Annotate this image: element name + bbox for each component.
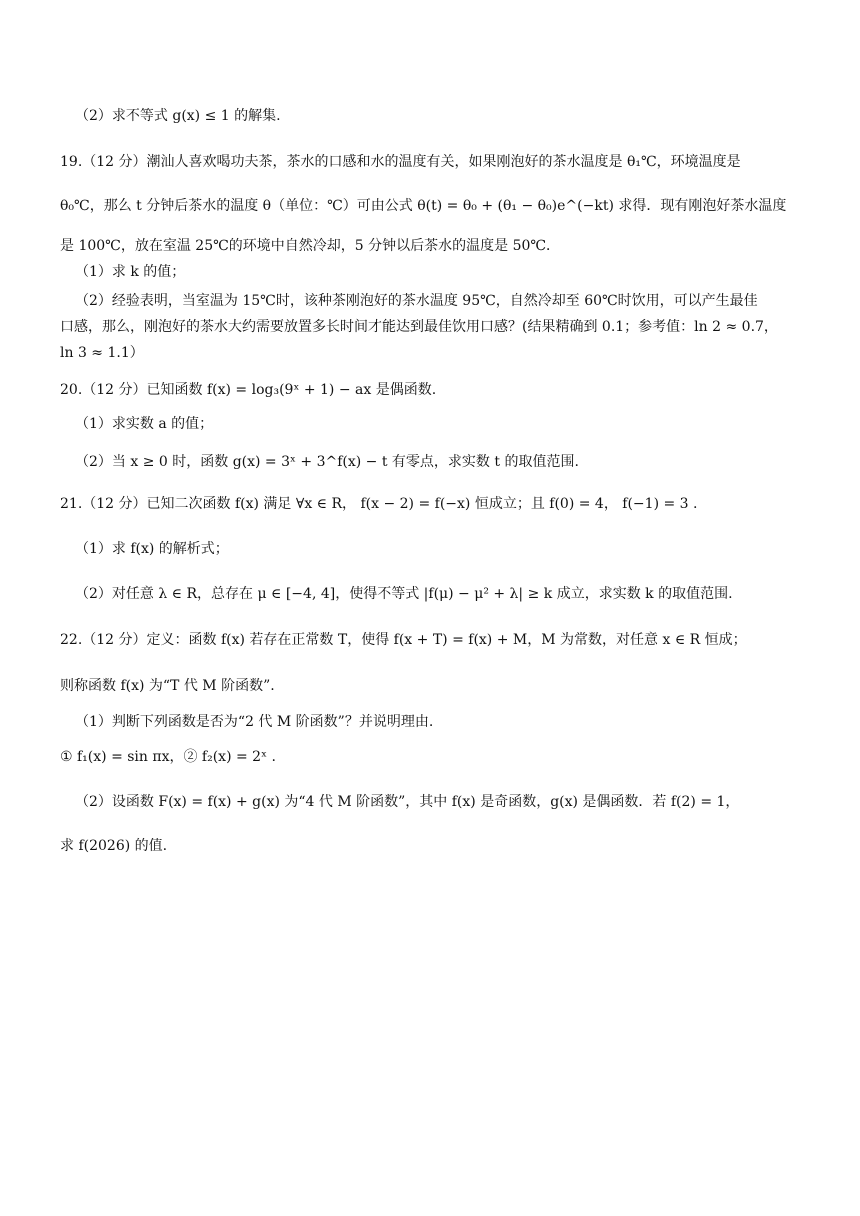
q19-part2-line3: ln 3 ≈ 1.1） <box>60 345 144 361</box>
q18-part2: （2）求不等式 g(x) ≤ 1 的解集. <box>75 108 281 124</box>
q21-part2: （2）对任意 λ ∈ R，总存在 μ ∈ [−4, 4]，使得不等式 |f(μ) − μ² + λ| ≥ k 成立，求实数 k 的取值范围. <box>75 586 733 602</box>
q19-part2-line1: （2）经验表明，当室温为 15℃时，该种茶刚泡好的茶水温度 95℃，自然冷却至 60℃时饮用，可以产生最佳 <box>75 293 758 309</box>
q19-part1: （1）求 k 的值； <box>75 264 186 280</box>
q19-line3: 是 100℃，放在室温 25℃的环境中自然冷却，5 分钟以后茶水的温度是 50℃． <box>60 238 561 254</box>
q19-line1: 19.（12 分）潮汕人喜欢喝功夫茶，茶水的口感和水的温度有关，如果刚泡好的茶水温度是 θ₁℃，环境温度是 <box>60 154 741 170</box>
q20-line1: 20.（12 分）已知函数 f(x) = log₃(9ˣ + 1) − ax 是偶函数. <box>60 382 437 398</box>
q19-line2: θ₀℃，那么 t 分钟后茶水的温度 θ（单位：℃）可由公式 θ(t) = θ₀ + (θ₁ − θ₀)e^(−kt) 求得．现有刚泡好茶水温度 <box>60 198 787 214</box>
q20-part1: （1）求实数 a 的值； <box>75 416 214 432</box>
q22-line1: 22.（12 分）定义：函数 f(x) 若存在正常数 T，使得 f(x + T) = f(x) + M，M 为常数，对任意 x ∈ R 恒成； <box>60 632 747 648</box>
q22-line2: 则称函数 f(x) 为“T 代 M 阶函数”. <box>60 678 275 694</box>
q22-part1: （1）判断下列函数是否为“2 代 M 阶函数”？并说明理由. <box>75 714 434 730</box>
q20-part2: （2）当 x ≥ 0 时，函数 g(x) = 3ˣ + 3^f(x) − t 有零点，求实数 t 的取值范围. <box>75 454 579 470</box>
q22-part2-line1: （2）设函数 F(x) = f(x) + g(x) 为“4 代 M 阶函数”，其中 f(x) 是奇函数，g(x) 是偶函数．若 f(2) = 1， <box>75 794 740 810</box>
q19-part2-line2: 口感，那么，刚泡好的茶水大约需要放置多长时间才能达到最佳饮用口感？(结果精确到 0.1；参考值：ln 2 ≈ 0.7， <box>60 319 778 335</box>
q21-part1: （1）求 f(x) 的解析式； <box>75 541 229 557</box>
q22-part2-line2: 求 f(2026) 的值. <box>60 838 168 854</box>
q21-line1: 21.（12 分）已知二次函数 f(x) 满足 ∀x ∈ R， f(x − 2) = f(−x) 恒成立；且 f(0) = 4， f(−1) = 3 . <box>60 496 698 512</box>
q22-part1-items: ① f₁(x) = sin πx，② f₂(x) = 2ˣ . <box>60 749 276 765</box>
